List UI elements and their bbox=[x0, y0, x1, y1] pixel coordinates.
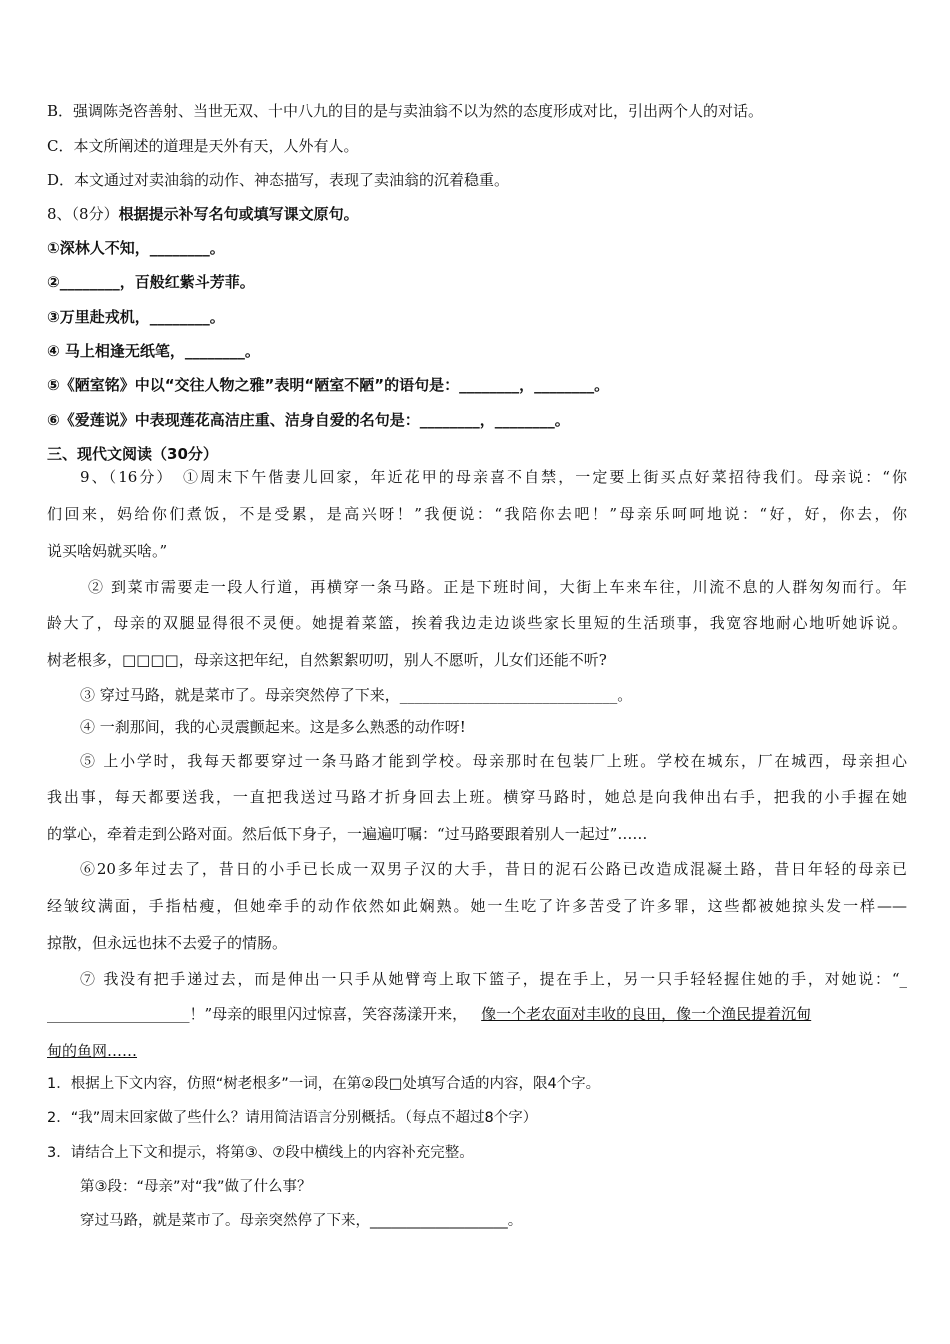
fill-item-4: ④ 马上相逢无纸笔，________。 bbox=[47, 342, 260, 360]
question-8-instruction: 根据提示补写名句或填写课文原句。 bbox=[118, 205, 359, 223]
passage-p1-line2: 们回来，妈给你们煮饭，不是受累，是高兴呀！”我便说：“我陪你去吧！”母亲乐呵呵地说：“好，好，你去，你 bbox=[47, 505, 907, 523]
passage-p7-line2 bbox=[47, 1003, 907, 1025]
passage-p6-line3: 掠散，但永远也抹不去爱子的情肠。 bbox=[47, 934, 288, 952]
passage-p4: ④ 一刹那间，我的心灵震颤起来。这是多么熟悉的动作呀! bbox=[80, 718, 466, 736]
fill-item-6: ⑥《爱莲说》中表现莲花高洁庄重、洁身自爱的名句是：________，________。 bbox=[47, 411, 570, 429]
passage-p5-line3: 的掌心，牵着走到公路对面。然后低下身子，一遍遍叮嘱：“过马路要跟着别人一起过”…… bbox=[47, 825, 648, 843]
passage-p7-line3: 甸的鱼网…… bbox=[47, 1042, 138, 1060]
question-8-number: 8、（8分） bbox=[47, 205, 119, 223]
section-3-title: 三、现代文阅读（30分） bbox=[47, 445, 218, 463]
passage-p2-line1: ② 到菜市需要走一段人行道，再横穿一条马路。正是下班时间，大街上车来车往，川流不息的人群匆匆而行。年 bbox=[88, 578, 907, 596]
fill-item-1: ①深林人不知，________。 bbox=[47, 239, 225, 257]
passage-p7-mid: ！”母亲的眼里闪过惊喜，笑容荡漾开来， bbox=[189, 1005, 468, 1023]
passage-p1-line3: 说买啥妈就买啥。” bbox=[47, 542, 168, 560]
question-1: 1．根据上下文内容，仿照“树老根多”一词，在第②段□处填写合适的内容，限4个字。 bbox=[47, 1076, 601, 1092]
passage-p5-line1: ⑤ 上小学时，我每天都要穿过一条马路才能到学校。母亲那时在包装厂上班。学校在城东，厂在城西，母亲担心 bbox=[80, 752, 907, 770]
passage-p3: ③ 穿过马路，就是菜市了。母亲突然停了下来，_____________________________。 bbox=[80, 686, 633, 704]
fill-item-3: ③万里赴戎机，________。 bbox=[47, 308, 225, 326]
passage-p2-line3: 树老根多，□□□□，母亲这把年纪，自然絮絮叨叨，别人不愿听，儿女们还能不听? bbox=[47, 651, 607, 669]
passage-p5-line2: 我出事，每天都要送我，一直把我送过马路才折身回去上班。横穿马路时，她总是向我伸出右手，把我的小手握在她 bbox=[47, 788, 907, 806]
question-8-header bbox=[47, 203, 907, 225]
passage-p7-blank: ___________________ bbox=[47, 1005, 190, 1023]
option-d: D．本文通过对卖油翁的动作、神态描写，表现了卖油翁的沉着稳重。 bbox=[47, 171, 510, 189]
passage-p6-line1: ⑥20多年过去了，昔日的小手已长成一双男子汉的大手，昔日的泥石公路已改造成混凝土路，昔日年轻的母亲已 bbox=[80, 860, 907, 878]
question-3: 3．请结合上下文和提示，将第③、⑦段中横线上的内容补充完整。 bbox=[47, 1145, 474, 1161]
option-c: C．本文所阐述的道理是天外有天，人外有人。 bbox=[47, 137, 359, 155]
passage-p2-line2: 龄大了，母亲的双腿显得很不灵便。她提着菜篮，挨着我边走边谈些家长里短的生活琐事，我宽容地耐心地听她诉说。 bbox=[47, 614, 907, 632]
option-b: B．强调陈尧咨善射、当世无双、十中八九的目的是与卖油翁不以为然的态度形成对比，引出两个人的对话。 bbox=[47, 102, 764, 120]
sub-question-prompt: 第③段：“母亲”对“我”做了什么事？ bbox=[80, 1179, 312, 1195]
passage-p7-line1: ⑦ 我没有把手递过去，而是伸出一只手从她臂弯上取下篮子，提在手上，另一只手轻轻握住她的手，对她说：“_ bbox=[80, 970, 907, 988]
passage-p6-line2: 经皱纹满面，手指枯瘦，但她牵手的动作依然如此娴熟。她一生吃了许多苦受了许多罪，这些都被她掠头发一样—— bbox=[47, 897, 907, 915]
sub-question-answer: 穿过马路，就是菜市了。母亲突然停了下来，___________________。 bbox=[80, 1213, 523, 1229]
question-2: 2．“我”周末回家做了些什么？请用简洁语言分别概括。（每点不超过8个字） bbox=[47, 1110, 538, 1126]
fill-item-2: ②________，百般红紫斗芳菲。 bbox=[47, 273, 255, 291]
fill-item-5: ⑤《陋室铭》中以“交往人物之雅”表明“陋室不陋”的语句是：________，________。 bbox=[47, 376, 610, 394]
passage-p1-line1: 9、（16分） ①周末下午偕妻儿回家，年近花甲的母亲喜不自禁，一定要上街买点好菜招待我们。母亲说：“你 bbox=[80, 468, 907, 486]
passage-p7-underlined: 像一个老农面对丰收的良田，像一个渔民提着沉甸 bbox=[481, 1005, 812, 1023]
